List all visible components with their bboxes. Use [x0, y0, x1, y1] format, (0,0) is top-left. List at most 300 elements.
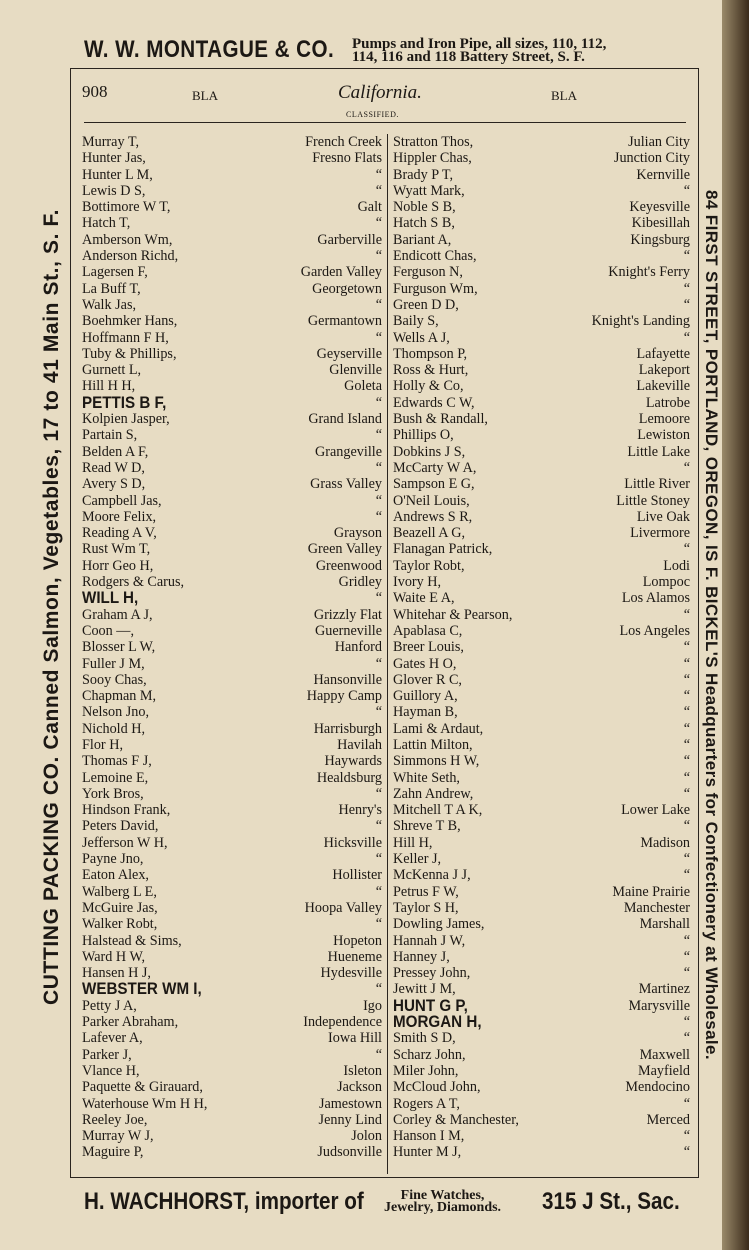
listing-place: Jamestown [318, 1095, 382, 1112]
listing-place: Jackson [337, 1079, 382, 1096]
listing-name: Hunter Jas, [82, 150, 146, 167]
listing-place: Julian City [628, 134, 690, 150]
listing-row [82, 623, 382, 639]
listing-name: Andrews S R, [393, 508, 473, 525]
listing-place: Latrobe [645, 394, 690, 411]
listing-row [393, 574, 690, 590]
listing-row [82, 753, 382, 769]
listing-place: Live Oak [636, 508, 690, 525]
listing-name: Horr Geo H, [82, 557, 154, 574]
listing-name: Rust Wm T, [82, 541, 151, 558]
listing-name: Holly & Co, [393, 378, 464, 395]
listing-row [393, 427, 690, 443]
listing-row [393, 753, 690, 769]
listing-name: Murray T, [82, 134, 139, 150]
listing-row [82, 998, 382, 1014]
listing-name: O'Neil Louis, [393, 492, 470, 509]
listing-place: Hydesville [320, 965, 382, 982]
listing-place: Goleta [344, 378, 382, 395]
listing-row [82, 574, 382, 590]
classified-label: CLASSIFIED. [346, 110, 399, 119]
listing-row [82, 933, 382, 949]
listing-name: Rodgers & Carus, [82, 574, 185, 591]
listing-row [82, 916, 382, 932]
listing-place: “ [683, 818, 690, 835]
listing-place: Greenwood [315, 557, 382, 574]
listing-place: Hansonville [313, 671, 382, 688]
listing-row [82, 590, 382, 606]
listing-name: Parker J, [82, 1046, 132, 1063]
listing-place: Junction City [613, 150, 690, 167]
listing-row [393, 770, 690, 786]
listing-name: McCloud John, [393, 1079, 481, 1096]
listing-row [393, 851, 690, 867]
listing-place: “ [375, 492, 382, 509]
listing-name: Miler John, [393, 1062, 459, 1079]
left-margin-advertisement: CUTTING PACKING CO. Canned Salmon, Vegetables, 17 to 41 Main St., S. F. [40, 209, 63, 1006]
listing-name: Hunter M J, [393, 1144, 462, 1161]
listing-place: Healdsburg [316, 769, 382, 786]
listing-row [393, 656, 690, 672]
listing-place: “ [683, 248, 690, 265]
listing-row [82, 378, 382, 394]
listing-place: Lemoore [638, 411, 690, 428]
listing-name: Waterhouse Wm H H, [82, 1095, 208, 1112]
listing-row [393, 818, 690, 834]
listing-place: Lafayette [636, 345, 690, 362]
listing-row [82, 509, 382, 525]
listing-name: Taylor S H, [393, 899, 459, 916]
listing-row [393, 460, 690, 476]
listing-name: Hippler Chas, [393, 150, 472, 167]
right-listing-column [393, 134, 690, 1161]
listing-place: “ [375, 182, 382, 199]
right-guide-word: BLA [551, 88, 577, 103]
listing-row [393, 1096, 690, 1112]
listing-place: “ [683, 329, 690, 346]
listing-name: Flanagan Patrick, [393, 541, 493, 558]
listing-row [393, 981, 690, 997]
listing-row [82, 737, 382, 753]
listing-name: Nichold H, [82, 720, 146, 737]
top-ad-company: W. W. MONTAGUE & CO. [84, 36, 335, 63]
listing-row [393, 1128, 690, 1144]
listing-place: “ [375, 459, 382, 476]
listing-name: Lemoine E, [82, 769, 149, 786]
listing-place: Hollister [332, 867, 382, 884]
listing-row [393, 330, 690, 346]
listing-place: Henry's [338, 802, 382, 819]
listing-place: Hicksville [323, 834, 382, 851]
listing-row [393, 558, 690, 574]
listing-place: Livermore [630, 525, 690, 542]
listing-place: Hanford [334, 639, 382, 656]
listing-row [82, 232, 382, 248]
listing-name: Belden A F, [82, 443, 149, 460]
listing-row [82, 199, 382, 215]
listing-place: Little River [624, 476, 690, 493]
listing-row [393, 313, 690, 329]
listing-row [82, 460, 382, 476]
bottom-advertisement [84, 1188, 680, 1216]
listing-name: Avery S D, [82, 476, 146, 493]
listing-name: Bariant A, [393, 231, 452, 248]
listing-place: Fresno Flats [312, 150, 382, 167]
listing-place: “ [375, 818, 382, 835]
listing-row [82, 297, 382, 313]
listing-place: Merced [646, 1111, 690, 1128]
listing-name: Ross & Hurt, [393, 362, 469, 379]
listing-place: Grass Valley [310, 476, 382, 493]
listing-place: Little Stoney [616, 492, 690, 509]
state-heading: California. [338, 82, 422, 103]
listing-row [393, 346, 690, 362]
listing-name: Dowling James, [393, 916, 485, 933]
listing-row [82, 688, 382, 704]
listing-name: Petrus F W, [393, 883, 459, 900]
listing-place: “ [683, 459, 690, 476]
listing-place: Lompoc [642, 574, 690, 591]
book-edge [722, 0, 749, 1250]
listing-name: Noble S B, [393, 199, 456, 216]
listing-place: Los Alamos [621, 590, 690, 607]
listing-row [82, 786, 382, 802]
listing-row [393, 264, 690, 280]
listing-name: White Seth, [393, 769, 460, 786]
listing-row [393, 965, 690, 981]
listing-row [393, 541, 690, 557]
listing-row [393, 835, 690, 851]
listing-row [393, 867, 690, 883]
listing-name: Thomas F J, [82, 753, 152, 770]
listing-place: Isleton [343, 1062, 382, 1079]
top-advertisement [84, 36, 607, 65]
listing-row [393, 672, 690, 688]
listing-name: Gates H O, [393, 655, 457, 672]
listing-row [82, 150, 382, 166]
listing-name: Anderson Richd, [82, 248, 179, 265]
listing-place: Judsonville [317, 1144, 382, 1161]
listing-place: Kingsburg [630, 231, 690, 248]
listing-place: “ [683, 965, 690, 982]
listing-row [393, 199, 690, 215]
listing-place: “ [683, 1014, 690, 1031]
listing-row [393, 1047, 690, 1063]
listing-place: Garden Valley [300, 264, 382, 281]
listing-name: Chapman M, [82, 688, 157, 705]
listing-name: Walberg L E, [82, 883, 157, 900]
listing-place: “ [375, 851, 382, 868]
listing-row [82, 493, 382, 509]
listing-place: Marshall [639, 916, 690, 933]
listing-name: Corley & Manchester, [393, 1111, 519, 1128]
listing-name: Baily S, [393, 313, 439, 330]
listing-row [393, 509, 690, 525]
listing-name: Hatch T, [82, 215, 131, 232]
listing-row [82, 639, 382, 655]
listing-place: “ [683, 851, 690, 868]
listing-name: Edwards C W, [393, 394, 475, 411]
listing-place: Havilah [337, 736, 382, 753]
listing-name: Lafever A, [82, 1030, 143, 1047]
listing-row [393, 493, 690, 509]
listing-name: Reading A V, [82, 525, 157, 542]
listing-row [393, 900, 690, 916]
listing-place: “ [375, 248, 382, 265]
listing-place: “ [683, 606, 690, 623]
listing-row [82, 835, 382, 851]
listing-row [82, 1063, 382, 1079]
listing-name: Campbell Jas, [82, 492, 162, 509]
left-guide-word: BLA [192, 88, 218, 103]
listing-row [82, 1144, 382, 1160]
listing-name: Pressey John, [393, 965, 471, 982]
listing-place: “ [375, 329, 382, 346]
listing-row [82, 444, 382, 460]
listing-place: “ [683, 948, 690, 965]
listing-name: Paquette & Girauard, [82, 1079, 203, 1096]
listing-place: Grangeville [315, 443, 382, 460]
listing-row [393, 737, 690, 753]
listing-place: Iowa Hill [328, 1030, 382, 1047]
listing-row [393, 688, 690, 704]
listing-place: Los Angeles [619, 622, 690, 639]
listing-place: Igo [363, 997, 382, 1014]
listing-place: Martinez [638, 981, 690, 998]
listing-row [82, 867, 382, 883]
listing-place: “ [375, 590, 382, 607]
listing-name: Zahn Andrew, [393, 785, 474, 802]
listing-row [393, 607, 690, 623]
listing-row [393, 215, 690, 231]
listing-name: Vlance H, [82, 1062, 140, 1079]
listing-name: Beazell A G, [393, 525, 466, 542]
listing-place: “ [375, 1046, 382, 1063]
bottom-ad-address: 315 J St., Sac. [542, 1188, 680, 1215]
listing-place: “ [683, 785, 690, 802]
listing-place: Madison [640, 834, 690, 851]
listing-place: Garberville [317, 231, 382, 248]
listing-row [393, 1112, 690, 1128]
listing-name: Flor H, [82, 736, 123, 753]
listing-place: “ [375, 655, 382, 672]
listing-row [82, 770, 382, 786]
listing-name: Halstead & Sims, [82, 932, 182, 949]
listing-name: Jewitt J M, [393, 981, 456, 998]
listing-place: Marysville [628, 997, 690, 1014]
page-number: 908 [82, 82, 108, 101]
listing-place: “ [375, 166, 382, 183]
listing-place: Mayfield [637, 1062, 690, 1079]
listing-place: “ [683, 1095, 690, 1112]
listing-name: McKenna J J, [393, 867, 471, 884]
listing-place: “ [375, 508, 382, 525]
listing-place: “ [683, 639, 690, 656]
listing-name: Hill H H, [82, 378, 136, 395]
header-divider [84, 122, 686, 123]
listing-row [82, 476, 382, 492]
listing-place: “ [375, 916, 382, 933]
listing-name: Partain S, [82, 427, 138, 444]
listing-name: La Buff T, [82, 280, 141, 297]
listing-place: Haywards [324, 753, 382, 770]
listing-row [82, 248, 382, 264]
listing-row [393, 1063, 690, 1079]
listing-name: Peters David, [82, 818, 159, 835]
listing-row [393, 933, 690, 949]
listing-place: “ [375, 785, 382, 802]
listing-name: Thompson P, [393, 345, 468, 362]
listing-place: Little Lake [627, 443, 690, 460]
listing-place: Galt [357, 199, 382, 216]
listing-name: Glover R C, [393, 671, 462, 688]
listing-place: “ [683, 655, 690, 672]
listing-name: Murray W J, [82, 1128, 154, 1145]
column-divider [387, 134, 388, 1174]
listing-place: “ [683, 1030, 690, 1047]
listing-name: Sampson E G, [393, 476, 475, 493]
listing-name: WEBSTER WM I, [82, 980, 202, 999]
listing-row [393, 411, 690, 427]
listing-row [82, 949, 382, 965]
listing-name: McGuire Jas, [82, 899, 158, 916]
listing-place: Germantown [307, 313, 382, 330]
listing-row [393, 802, 690, 818]
listing-place: “ [683, 1128, 690, 1145]
listing-row [393, 1079, 690, 1095]
listing-name: Furguson Wm, [393, 280, 478, 297]
listing-place: “ [375, 394, 382, 411]
listing-row [393, 1014, 690, 1030]
listing-name: Waite E A, [393, 590, 455, 607]
listing-row [393, 949, 690, 965]
listing-row [82, 167, 382, 183]
listing-name: Graham A J, [82, 606, 153, 623]
listing-place: Kibesillah [631, 215, 690, 232]
listing-name: Whitehar & Pearson, [393, 606, 513, 623]
listing-place: “ [683, 1144, 690, 1161]
listing-place: “ [683, 867, 690, 884]
listing-place: Lewiston [637, 427, 690, 444]
listing-row [82, 818, 382, 834]
listing-row [82, 411, 382, 427]
listing-place: Maxwell [639, 1046, 690, 1063]
listing-row [393, 248, 690, 264]
listing-name: Gurnett L, [82, 362, 142, 379]
listing-place: Maine Prairie [612, 883, 690, 900]
listing-place: Grand Island [308, 411, 382, 428]
listing-name: Ferguson N, [393, 264, 463, 281]
listing-name: WILL H, [82, 589, 139, 608]
listing-row [82, 1030, 382, 1046]
listing-place: Keyesville [629, 199, 690, 216]
left-listing-column [82, 134, 382, 1161]
listing-row [82, 330, 382, 346]
listing-name: Hansen H J, [82, 965, 151, 982]
listing-name: HUNT G P, [393, 996, 468, 1015]
listing-name: Nelson Jno, [82, 704, 149, 721]
listing-row [82, 541, 382, 557]
listing-place: “ [683, 688, 690, 705]
listing-name: Phillips O, [393, 427, 454, 444]
listing-name: Fuller J M, [82, 655, 145, 672]
listing-name: Reeley Joe, [82, 1111, 148, 1128]
listing-place: “ [683, 296, 690, 313]
listing-row [82, 656, 382, 672]
listing-row [82, 346, 382, 362]
listing-name: Scharz John, [393, 1046, 466, 1063]
listing-name: Sooy Chas, [82, 671, 147, 688]
right-margin-advertisement: 84 FIRST STREET, PORTLAND, OREGON, IS F. BICKEL'S Headquarters for Confectionery at Wholesale. [702, 189, 721, 1061]
listing-name: PETTIS B F, [82, 393, 167, 412]
listing-row [393, 639, 690, 655]
listing-place: Hoopa Valley [304, 899, 382, 916]
listing-name: Hannah J W, [393, 932, 466, 949]
listing-row [82, 900, 382, 916]
listing-name: Moore Felix, [82, 508, 157, 525]
listing-name: Hayman B, [393, 704, 458, 721]
listing-name: Payne Jno, [82, 851, 144, 868]
listing-name: McCarty W A, [393, 459, 477, 476]
listing-row [82, 981, 382, 997]
bottom-ad-goods [384, 1190, 501, 1214]
listing-name: Taylor Robt, [393, 557, 465, 574]
bottom-ad-goods-line-2: Jewelry, Diamonds. [384, 1200, 502, 1215]
listing-name: Parker Abraham, [82, 1014, 179, 1031]
bottom-ad-company: H. WACHHORST, importer of [84, 1188, 364, 1215]
listing-row [82, 134, 382, 150]
listing-row [82, 183, 382, 199]
listing-row [393, 476, 690, 492]
listing-row [393, 281, 690, 297]
listing-row [393, 623, 690, 639]
listing-name: MORGAN H, [393, 1013, 482, 1032]
listing-place: Lower Lake [621, 802, 690, 819]
listing-place: Grizzly Flat [313, 606, 382, 623]
listing-name: Ward H W, [82, 948, 146, 965]
listing-place: Jenny Lind [318, 1111, 382, 1128]
listing-place: Glenville [329, 362, 382, 379]
listing-name: Brady P T, [393, 166, 454, 183]
listing-row [82, 395, 382, 411]
listing-name: Keller J, [393, 851, 442, 868]
listing-place: Lodi [663, 557, 690, 574]
listing-row [82, 427, 382, 443]
listing-name: Shreve T B, [393, 818, 461, 835]
listing-name: Walk Jas, [82, 296, 137, 313]
listing-name: Eaton Alex, [82, 867, 149, 884]
listing-row [82, 607, 382, 623]
listing-place: “ [375, 981, 382, 998]
listing-place: Lakeport [638, 362, 690, 379]
listing-place: “ [683, 769, 690, 786]
listing-place: “ [375, 296, 382, 313]
listing-name: Mitchell T A K, [393, 802, 483, 819]
listing-place: Happy Camp [306, 688, 382, 705]
listing-name: Lagersen F, [82, 264, 148, 281]
listing-place: “ [683, 932, 690, 949]
listing-name: Tuby & Phillips, [82, 345, 177, 362]
listing-place: Guerneville [315, 622, 382, 639]
listing-name: Kolpien Jasper, [82, 411, 170, 428]
listing-row [393, 916, 690, 932]
listing-row [393, 786, 690, 802]
listing-name: Stratton Thos, [393, 134, 474, 150]
listing-row [82, 851, 382, 867]
bottom-ad-goods-line-1: Fine Watches, [400, 1188, 485, 1203]
listing-place: Georgetown [312, 280, 382, 297]
listing-row [82, 1112, 382, 1128]
